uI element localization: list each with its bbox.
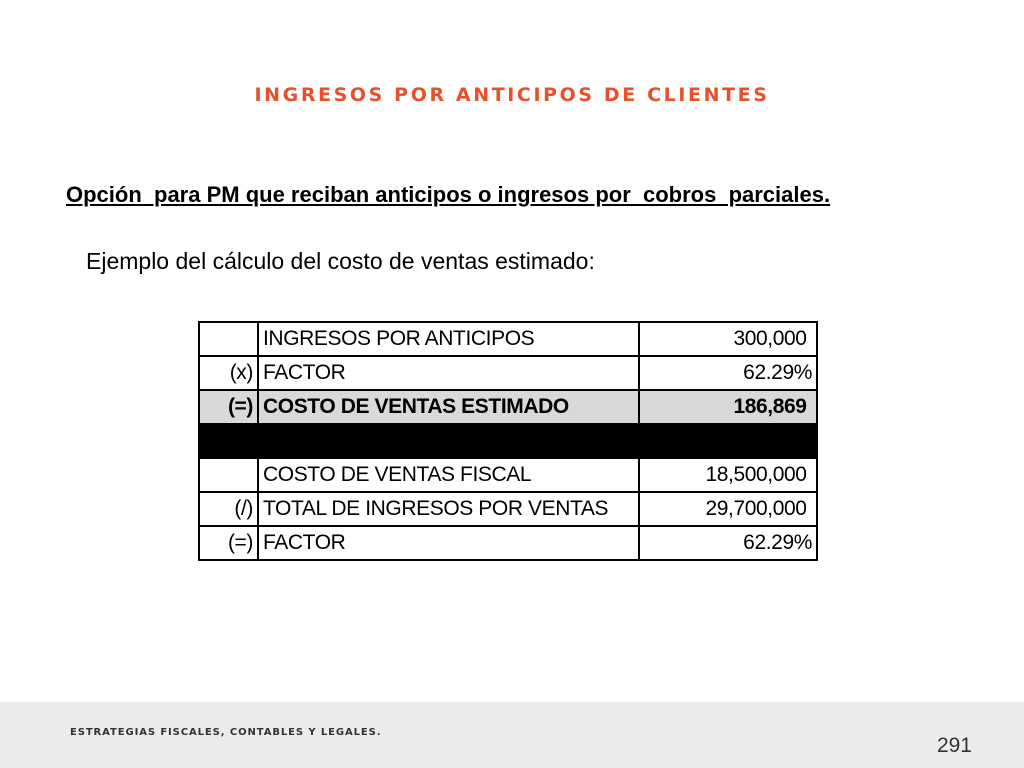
intro-text: Ejemplo del cálculo del costo de ventas estimado:: [86, 248, 595, 274]
table-row: [199, 526, 817, 560]
operator-cell: (=): [199, 390, 258, 424]
table-row: [199, 458, 817, 492]
separator-row: [199, 424, 817, 458]
footer-bar: [0, 702, 1024, 768]
operator-cell: [199, 458, 258, 492]
amount-cell: 186,869: [639, 390, 817, 424]
operator-cell: [199, 322, 258, 356]
amount-cell: 18,500,000: [639, 458, 817, 492]
table-row-highlighted: [199, 390, 817, 424]
amount-cell: 300,000: [639, 322, 817, 356]
footer-brand-text: ESTRATEGIAS FISCALES, CONTABLES Y LEGALES.: [70, 727, 382, 738]
amount-cell: 62.29%: [639, 526, 817, 560]
concept-cell: TOTAL DE INGRESOS POR VENTAS: [258, 492, 639, 526]
cost-calculation-table: [198, 321, 818, 561]
amount-cell: 29,700,000: [639, 492, 817, 526]
slide-title: INGRESOS POR ANTICIPOS DE CLIENTES: [254, 84, 770, 106]
separator-bar: [199, 424, 817, 458]
operator-cell: (=): [199, 526, 258, 560]
concept-cell: COSTO DE VENTAS FISCAL: [258, 458, 639, 492]
concept-cell: FACTOR: [258, 526, 639, 560]
amount-cell: 62.29%: [639, 356, 817, 390]
concept-cell: COSTO DE VENTAS ESTIMADO: [258, 390, 639, 424]
concept-cell: FACTOR: [258, 356, 639, 390]
table-row: [199, 356, 817, 390]
table-row: [199, 492, 817, 526]
operator-cell: (x): [199, 356, 258, 390]
page-number: 291: [936, 734, 972, 757]
concept-cell: INGRESOS POR ANTICIPOS: [258, 322, 639, 356]
operator-cell: (/): [199, 492, 258, 526]
slide-subtitle: Opción para PM que reciban anticipos o ingresos por cobros parciales.: [66, 182, 831, 207]
table-row: [199, 322, 817, 356]
